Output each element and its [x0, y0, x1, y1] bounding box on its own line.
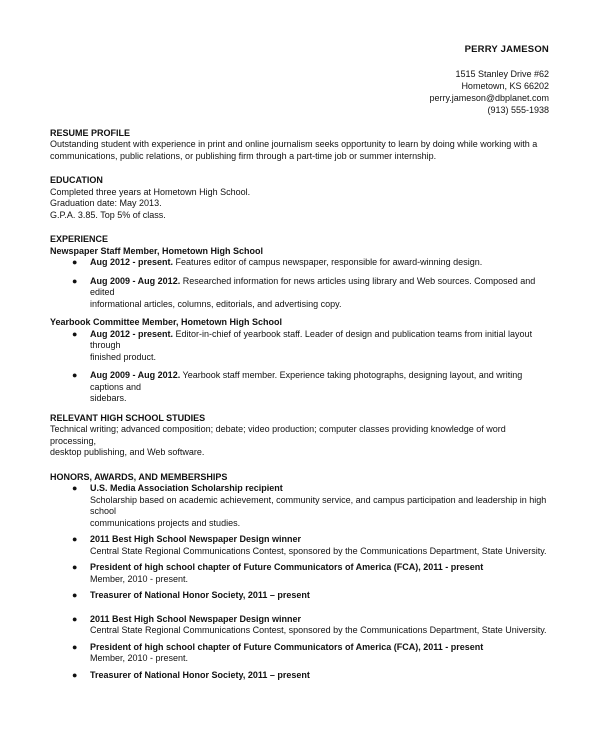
honors-list	[50, 483, 550, 681]
list-item	[50, 276, 550, 311]
duty-text: finished product.	[90, 351, 157, 362]
list-item	[50, 562, 550, 585]
honor-heading: U.S. Media Association Scholarship recipient	[90, 483, 283, 493]
contact-header	[50, 44, 550, 116]
studies-line: Technical writing; advanced composition; debate; video production; computer classes providing knowledge of word processing,	[50, 424, 506, 446]
honor-detail: Member, 2010 - present.	[90, 653, 189, 663]
section-title: EXPERIENCE	[50, 234, 109, 244]
list-item	[50, 614, 550, 637]
honor-heading: Treasurer of National Honor Society, 2011 – present	[90, 590, 310, 600]
education-line: Completed three years at Hometown High School.	[50, 186, 251, 197]
honor-heading: President of high school chapter of Future Communicators of America (FCA), 2011 - present	[90, 641, 484, 652]
bullet-icon: ●	[72, 534, 78, 544]
bullet-icon: ●	[72, 613, 78, 624]
list-item	[50, 642, 550, 665]
list-item	[50, 534, 550, 557]
phone-number: (913) 555-1938	[487, 104, 549, 115]
email-address[interactable]: perry.jameson@dbplanet.com	[429, 92, 549, 103]
section-title: RELEVANT HIGH SCHOOL STUDIES	[50, 412, 206, 423]
honors-section	[50, 472, 550, 682]
honor-heading: Treasurer of National Honor Society, 2011 – present	[90, 669, 310, 680]
duty-text: sidebars.	[90, 393, 127, 403]
job-heading: Newspaper Staff Member, Hometown High School	[50, 245, 264, 256]
honor-detail: Central State Regional Communications Contest, sponsored by the Communications Department, State University.	[90, 625, 547, 635]
job-dates: Aug 2012 - present.	[90, 328, 174, 339]
education-line: G.P.A. 3.85. Top 5% of class.	[50, 209, 166, 220]
bullet-icon: ●	[72, 275, 78, 286]
section-title: HONORS, AWARDS, AND MEMBERSHIPS	[50, 471, 228, 482]
job-duties-list	[50, 329, 550, 405]
job-dates: Aug 2012 - present.	[90, 257, 174, 267]
bullet-icon: ●	[72, 562, 78, 572]
honor-heading: 2011 Best High School Newspaper Design winner	[90, 534, 302, 544]
duty-text: Researched information for news articles using library and Web sources. Composed and edited	[90, 275, 536, 297]
duty-text: informational articles, columns, editorials, and advertising copy.	[90, 298, 342, 309]
bullet-icon: ●	[72, 257, 78, 267]
list-item	[50, 483, 550, 529]
list-item	[50, 329, 550, 364]
honor-detail: Member, 2010 - present.	[90, 573, 189, 584]
job-dates: Aug 2009 - Aug 2012.	[90, 275, 181, 286]
profile-section	[50, 128, 550, 163]
bullet-icon: ●	[72, 370, 78, 380]
duty-text: Editor-in-chief of yearbook staff. Leader of design and publication teams from initial layout through	[90, 328, 533, 350]
education-section	[50, 175, 550, 221]
studies-section	[50, 413, 550, 459]
job-duties-list	[50, 257, 550, 310]
list-item	[50, 590, 550, 602]
bullet-icon: ●	[72, 483, 78, 493]
section-title: EDUCATION	[50, 175, 103, 185]
street-address: 1515 Stanley Drive #62	[455, 68, 549, 79]
honor-detail: communications projects and studies.	[90, 517, 241, 528]
honor-heading: President of high school chapter of Future Communicators of America (FCA), 2011 - present	[90, 562, 484, 572]
education-line: Graduation date: May 2013.	[50, 198, 162, 208]
profile-text-line: communications, public relations, or publishing firm through a part-time job or summer internship.	[50, 150, 437, 161]
job-dates: Aug 2009 - Aug 2012.	[90, 370, 181, 380]
job-heading: Yearbook Committee Member, Hometown High School	[50, 317, 283, 327]
section-title: RESUME PROFILE	[50, 127, 131, 138]
candidate-name: PERRY JAMESON	[464, 44, 549, 55]
bullet-icon: ●	[72, 641, 78, 652]
studies-line: desktop publishing, and Web software.	[50, 447, 205, 457]
bullet-icon: ●	[72, 669, 78, 680]
list-item	[50, 370, 550, 405]
honor-detail: Scholarship based on academic achievement, community service, and campus participation and leadership in high school	[90, 494, 547, 516]
list-item	[50, 257, 550, 269]
honor-detail: Central State Regional Communications Contest, sponsored by the Communications Department, State University.	[90, 545, 547, 556]
city-state-zip: Hometown, KS 66202	[461, 80, 549, 91]
experience-section	[50, 234, 550, 405]
profile-text-line: Outstanding student with experience in print and online journalism seeks opportunity to learn by doing while working with a	[50, 139, 538, 149]
duty-text: Features editor of campus newspaper, responsible for award-winning design.	[173, 257, 483, 267]
bullet-icon: ●	[72, 590, 78, 600]
honor-heading: 2011 Best High School Newspaper Design winner	[90, 613, 302, 624]
list-item	[50, 670, 550, 682]
duty-text: Yearbook staff member. Experience taking photographs, designing layout, and writing captions and	[90, 370, 523, 392]
bullet-icon: ●	[72, 328, 78, 339]
